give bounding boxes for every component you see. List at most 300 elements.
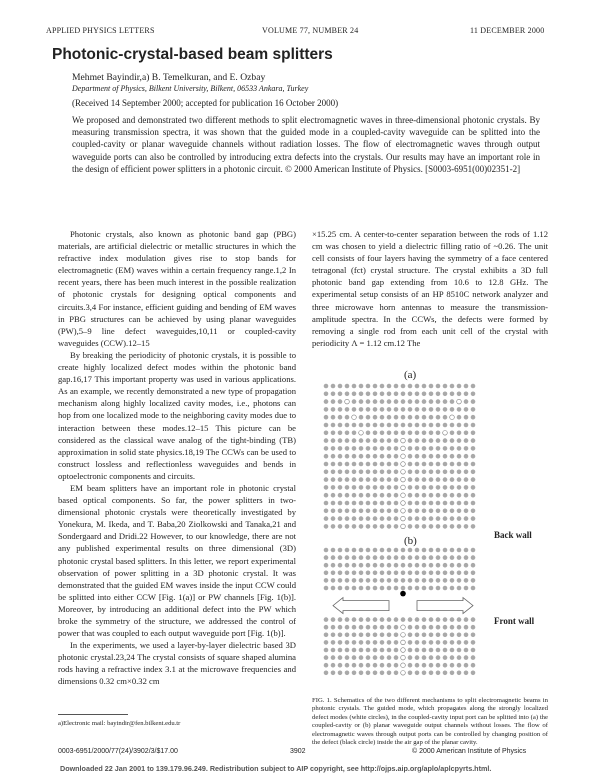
wave-direction-arrow — [417, 598, 473, 614]
rod — [471, 470, 476, 475]
rod — [380, 671, 385, 676]
rod — [394, 663, 399, 668]
rod — [338, 633, 343, 638]
rod — [359, 563, 364, 568]
rod — [471, 462, 476, 467]
rod — [471, 586, 476, 591]
rod — [394, 470, 399, 475]
rod — [324, 407, 329, 412]
rod — [373, 454, 378, 459]
rod — [359, 524, 364, 529]
rod — [408, 392, 413, 397]
rod — [415, 586, 420, 591]
rod — [436, 392, 441, 397]
rod — [415, 407, 420, 412]
rod — [450, 563, 455, 568]
rod — [345, 470, 350, 475]
rod — [345, 509, 350, 514]
figure-label-b: (b) — [404, 535, 417, 547]
rod — [373, 438, 378, 443]
rod — [464, 586, 469, 591]
rod — [429, 586, 434, 591]
rod — [387, 571, 392, 576]
rod — [324, 454, 329, 459]
rod — [415, 431, 420, 436]
rod — [464, 501, 469, 506]
rod — [436, 548, 441, 553]
rod — [429, 501, 434, 506]
rod — [394, 423, 399, 428]
rod — [464, 524, 469, 529]
rod — [394, 431, 399, 436]
rod — [415, 655, 420, 660]
rod — [443, 392, 448, 397]
rod — [338, 438, 343, 443]
rod — [324, 633, 329, 638]
rod — [380, 501, 385, 506]
rod — [436, 640, 441, 645]
rod — [450, 399, 455, 404]
rod — [338, 548, 343, 553]
received-dates: (Received 14 September 2000; accepted for publication 16 October 2000) — [72, 98, 339, 108]
rod — [373, 509, 378, 514]
rod — [443, 648, 448, 653]
rod — [422, 407, 427, 412]
rod — [436, 633, 441, 638]
rod — [359, 477, 364, 482]
rod — [345, 516, 350, 521]
rod — [352, 438, 357, 443]
rod — [338, 516, 343, 521]
rod — [352, 384, 357, 389]
rod — [373, 493, 378, 498]
rod — [324, 617, 329, 622]
rod — [373, 392, 378, 397]
rod — [401, 392, 406, 397]
rod — [415, 633, 420, 638]
rod — [338, 524, 343, 529]
rod — [373, 663, 378, 668]
rod — [408, 578, 413, 583]
rod — [401, 625, 406, 630]
rod — [422, 625, 427, 630]
rod — [422, 501, 427, 506]
rod — [394, 555, 399, 560]
rod — [387, 399, 392, 404]
rod — [366, 462, 371, 467]
rod — [352, 446, 357, 451]
rod — [408, 509, 413, 514]
rod — [373, 571, 378, 576]
body-column-left — [58, 228, 296, 688]
rod — [366, 384, 371, 389]
rod — [324, 415, 329, 420]
rod — [464, 485, 469, 490]
rod — [359, 671, 364, 676]
rod — [331, 524, 336, 529]
rod — [408, 548, 413, 553]
rod — [338, 470, 343, 475]
rod — [422, 509, 427, 514]
rod — [387, 477, 392, 482]
rod — [464, 384, 469, 389]
rod — [387, 501, 392, 506]
rod — [394, 392, 399, 397]
rod — [436, 524, 441, 529]
rod — [457, 392, 462, 397]
rod — [443, 423, 448, 428]
rod — [464, 438, 469, 443]
rod — [443, 399, 448, 404]
rod — [464, 663, 469, 668]
rod — [457, 384, 462, 389]
rod — [429, 516, 434, 521]
rod — [373, 625, 378, 630]
rod — [366, 454, 371, 459]
authors: Mehmet Bayindir,a) B. Temelkuran, and E. Ozbay — [72, 72, 266, 83]
rod — [471, 617, 476, 622]
rod — [415, 446, 420, 451]
rod — [366, 663, 371, 668]
rod — [373, 563, 378, 568]
rod — [408, 555, 413, 560]
rod — [429, 485, 434, 490]
rod — [415, 415, 420, 420]
rod — [366, 586, 371, 591]
rod — [422, 485, 427, 490]
rod — [415, 470, 420, 475]
rod — [324, 663, 329, 668]
rod — [373, 655, 378, 660]
rod — [422, 470, 427, 475]
rod — [345, 640, 350, 645]
rod — [464, 516, 469, 521]
rod — [429, 384, 434, 389]
rod — [429, 578, 434, 583]
rod — [366, 493, 371, 498]
rod — [436, 407, 441, 412]
rod — [443, 625, 448, 630]
rod — [338, 563, 343, 568]
rod — [429, 423, 434, 428]
rod — [373, 431, 378, 436]
rod — [443, 640, 448, 645]
rod — [352, 586, 357, 591]
rod — [422, 586, 427, 591]
rod — [387, 640, 392, 645]
rod — [345, 555, 350, 560]
rod — [324, 392, 329, 397]
rod — [471, 524, 476, 529]
rod — [436, 663, 441, 668]
rod — [359, 384, 364, 389]
rod — [394, 446, 399, 451]
rod — [401, 509, 406, 514]
rod — [338, 399, 343, 404]
rod — [352, 663, 357, 668]
rod — [443, 454, 448, 459]
rod — [331, 586, 336, 591]
rod — [352, 648, 357, 653]
rod — [408, 671, 413, 676]
rod — [429, 509, 434, 514]
rod — [429, 462, 434, 467]
rod — [401, 671, 406, 676]
rod — [450, 470, 455, 475]
paragraph: In the experiments, we used a layer-by-layer dielectric based 3D photonic crystal.23,24 The crystal consists of square shaped alumina rods having a refractive index 3.1 at the microwave frequencies and dimensions 0.32 cm×0.32 cm — [58, 640, 296, 687]
rod — [331, 454, 336, 459]
rod — [401, 407, 406, 412]
rod — [338, 617, 343, 622]
rod — [338, 493, 343, 498]
rod — [345, 431, 350, 436]
rod — [457, 454, 462, 459]
rod — [450, 446, 455, 451]
rod — [408, 563, 413, 568]
rod — [338, 485, 343, 490]
rod — [471, 438, 476, 443]
rod — [352, 671, 357, 676]
rod — [331, 431, 336, 436]
rod — [394, 655, 399, 660]
rod — [380, 423, 385, 428]
rod — [394, 625, 399, 630]
rod — [352, 493, 357, 498]
rod — [359, 431, 364, 436]
rod — [387, 493, 392, 498]
rod — [338, 555, 343, 560]
rod — [366, 633, 371, 638]
rod — [464, 555, 469, 560]
rod — [464, 633, 469, 638]
rod — [359, 407, 364, 412]
rod — [352, 516, 357, 521]
rod — [471, 655, 476, 660]
rod — [415, 548, 420, 553]
rod — [352, 485, 357, 490]
rod — [408, 625, 413, 630]
rod — [324, 563, 329, 568]
rod — [331, 509, 336, 514]
rod — [422, 384, 427, 389]
rod — [429, 407, 434, 412]
rod — [324, 462, 329, 467]
rod — [429, 524, 434, 529]
figure-1 — [312, 366, 548, 696]
rod — [324, 625, 329, 630]
rod — [373, 548, 378, 553]
rod — [422, 633, 427, 638]
rod — [380, 431, 385, 436]
rod — [450, 524, 455, 529]
rod — [380, 663, 385, 668]
rod — [359, 493, 364, 498]
rod — [394, 438, 399, 443]
footer-doi: 0003-6951/2000/77(24)/3902/3/$17.00 — [58, 748, 178, 755]
rod — [331, 470, 336, 475]
rod — [345, 423, 350, 428]
rod — [450, 415, 455, 420]
rod — [359, 633, 364, 638]
rod — [401, 586, 406, 591]
rod — [464, 655, 469, 660]
rod — [359, 617, 364, 622]
rod — [359, 485, 364, 490]
rod — [422, 516, 427, 521]
rod — [345, 399, 350, 404]
rod — [345, 571, 350, 576]
rod — [422, 446, 427, 451]
rod — [457, 462, 462, 467]
rod — [394, 516, 399, 521]
rod — [366, 648, 371, 653]
rod — [401, 501, 406, 506]
rod — [457, 423, 462, 428]
rod — [436, 648, 441, 653]
rod — [366, 392, 371, 397]
rod — [471, 384, 476, 389]
rod — [464, 509, 469, 514]
rod — [359, 438, 364, 443]
rod — [338, 423, 343, 428]
rod — [443, 384, 448, 389]
rod — [345, 462, 350, 467]
rod — [359, 555, 364, 560]
rod — [415, 640, 420, 645]
panel-b-rod-grid — [324, 548, 476, 675]
rod — [338, 415, 343, 420]
rod — [338, 640, 343, 645]
rod — [324, 671, 329, 676]
rod — [352, 501, 357, 506]
rod — [380, 415, 385, 420]
rod — [436, 617, 441, 622]
rod — [443, 548, 448, 553]
rod — [429, 648, 434, 653]
rod — [401, 462, 406, 467]
back-wall-label: Back wall — [494, 530, 532, 540]
rod — [387, 384, 392, 389]
rod — [338, 462, 343, 467]
rod — [387, 524, 392, 529]
rod — [366, 446, 371, 451]
rod — [443, 477, 448, 482]
rod — [401, 438, 406, 443]
rod — [443, 431, 448, 436]
rod — [450, 586, 455, 591]
rod — [436, 555, 441, 560]
rod — [387, 485, 392, 490]
rod — [471, 663, 476, 668]
rod — [331, 438, 336, 443]
rod — [422, 655, 427, 660]
rod — [457, 415, 462, 420]
rod — [422, 548, 427, 553]
rod — [471, 671, 476, 676]
rod — [387, 470, 392, 475]
rod — [394, 454, 399, 459]
rod — [408, 407, 413, 412]
rod — [443, 485, 448, 490]
rod — [352, 625, 357, 630]
rod — [450, 392, 455, 397]
download-notice: Downloaded 22 Jan 2001 to 139.179.96.249. Redistribution subject to AIP copyright, see http://ojps.aip.org/aplo/aplcpyrts.html. — [60, 764, 492, 773]
rod — [331, 384, 336, 389]
rod — [457, 586, 462, 591]
rod — [408, 399, 413, 404]
rod — [380, 633, 385, 638]
rod — [366, 423, 371, 428]
rod — [422, 578, 427, 583]
rod — [464, 648, 469, 653]
rod — [457, 477, 462, 482]
rod — [331, 493, 336, 498]
rod — [359, 578, 364, 583]
rod — [366, 415, 371, 420]
rod — [471, 625, 476, 630]
defect-black-circle — [400, 591, 406, 597]
rod — [401, 633, 406, 638]
rod — [443, 671, 448, 676]
rod — [415, 509, 420, 514]
rod — [373, 446, 378, 451]
paragraph: EM beam splitters have an important role in photonic crystal based optical components. So far, the power splitters in two-dimensional photonic crystals were theoretically investigated by Yonekura, M. Ikeda, and T. Baba,20 Ziolkowski and Tanaka,21 and Sondergaard and Dridi.22 However, to our knowledge, there are not any published experimental results on three dimensional (3D) photonic crystal based splitters. In this letter, we report experimental observation of power splitting in a 3D photonic crystal. It was demonstrated that the guided EM waves inside the input CCW could be splitted into either CCW [Fig. 1(a)] or PW channels [Fig. 1(b)]. Moreover, by introducing an additional defect into the PW which broke the symmetry of the structure, we addressed the control of power that was coupled to each output waveguide port [Fig. 1(b)]. — [58, 482, 296, 639]
rod — [464, 548, 469, 553]
rod — [352, 524, 357, 529]
rod — [429, 399, 434, 404]
rod — [331, 663, 336, 668]
rod — [352, 477, 357, 482]
rod — [415, 423, 420, 428]
rod — [380, 655, 385, 660]
rod — [436, 516, 441, 521]
rod — [387, 555, 392, 560]
rod — [373, 617, 378, 622]
rod — [408, 524, 413, 529]
rod — [401, 470, 406, 475]
paragraph: Photonic crystals, also known as photonic band gap (PBG) materials, are artificial dielectric or metallic structures in which the refractive index modulation gives rise to stop bands for electromagnetic (EM) waves within a certain frequency range.1,2 In recent years, there has been much interest in the possible realization of photonic crystals for designing optical components and circuits.3,4 For instance, efficient guiding and bending of EM waves in PBG structures can be achieved by using planar waveguides (PW),5–9 line defect waveguides,10,11 or coupled-cavity waveguides (CCW).12–15 — [58, 229, 296, 348]
rod — [422, 671, 427, 676]
rod — [450, 477, 455, 482]
rod — [415, 555, 420, 560]
rod — [464, 671, 469, 676]
rod — [457, 625, 462, 630]
rod — [443, 663, 448, 668]
rod — [394, 640, 399, 645]
rod — [352, 431, 357, 436]
rod — [457, 663, 462, 668]
rod — [464, 392, 469, 397]
rod — [450, 663, 455, 668]
rod — [345, 578, 350, 583]
rod — [352, 555, 357, 560]
rod — [436, 477, 441, 482]
rod — [366, 655, 371, 660]
rod — [471, 477, 476, 482]
rod — [345, 625, 350, 630]
rod — [422, 477, 427, 482]
rod — [338, 446, 343, 451]
rod — [373, 633, 378, 638]
rod — [345, 548, 350, 553]
rod — [415, 671, 420, 676]
rod — [324, 648, 329, 653]
rod — [443, 462, 448, 467]
rod — [352, 462, 357, 467]
rod — [394, 477, 399, 482]
rod — [415, 454, 420, 459]
rod — [422, 563, 427, 568]
